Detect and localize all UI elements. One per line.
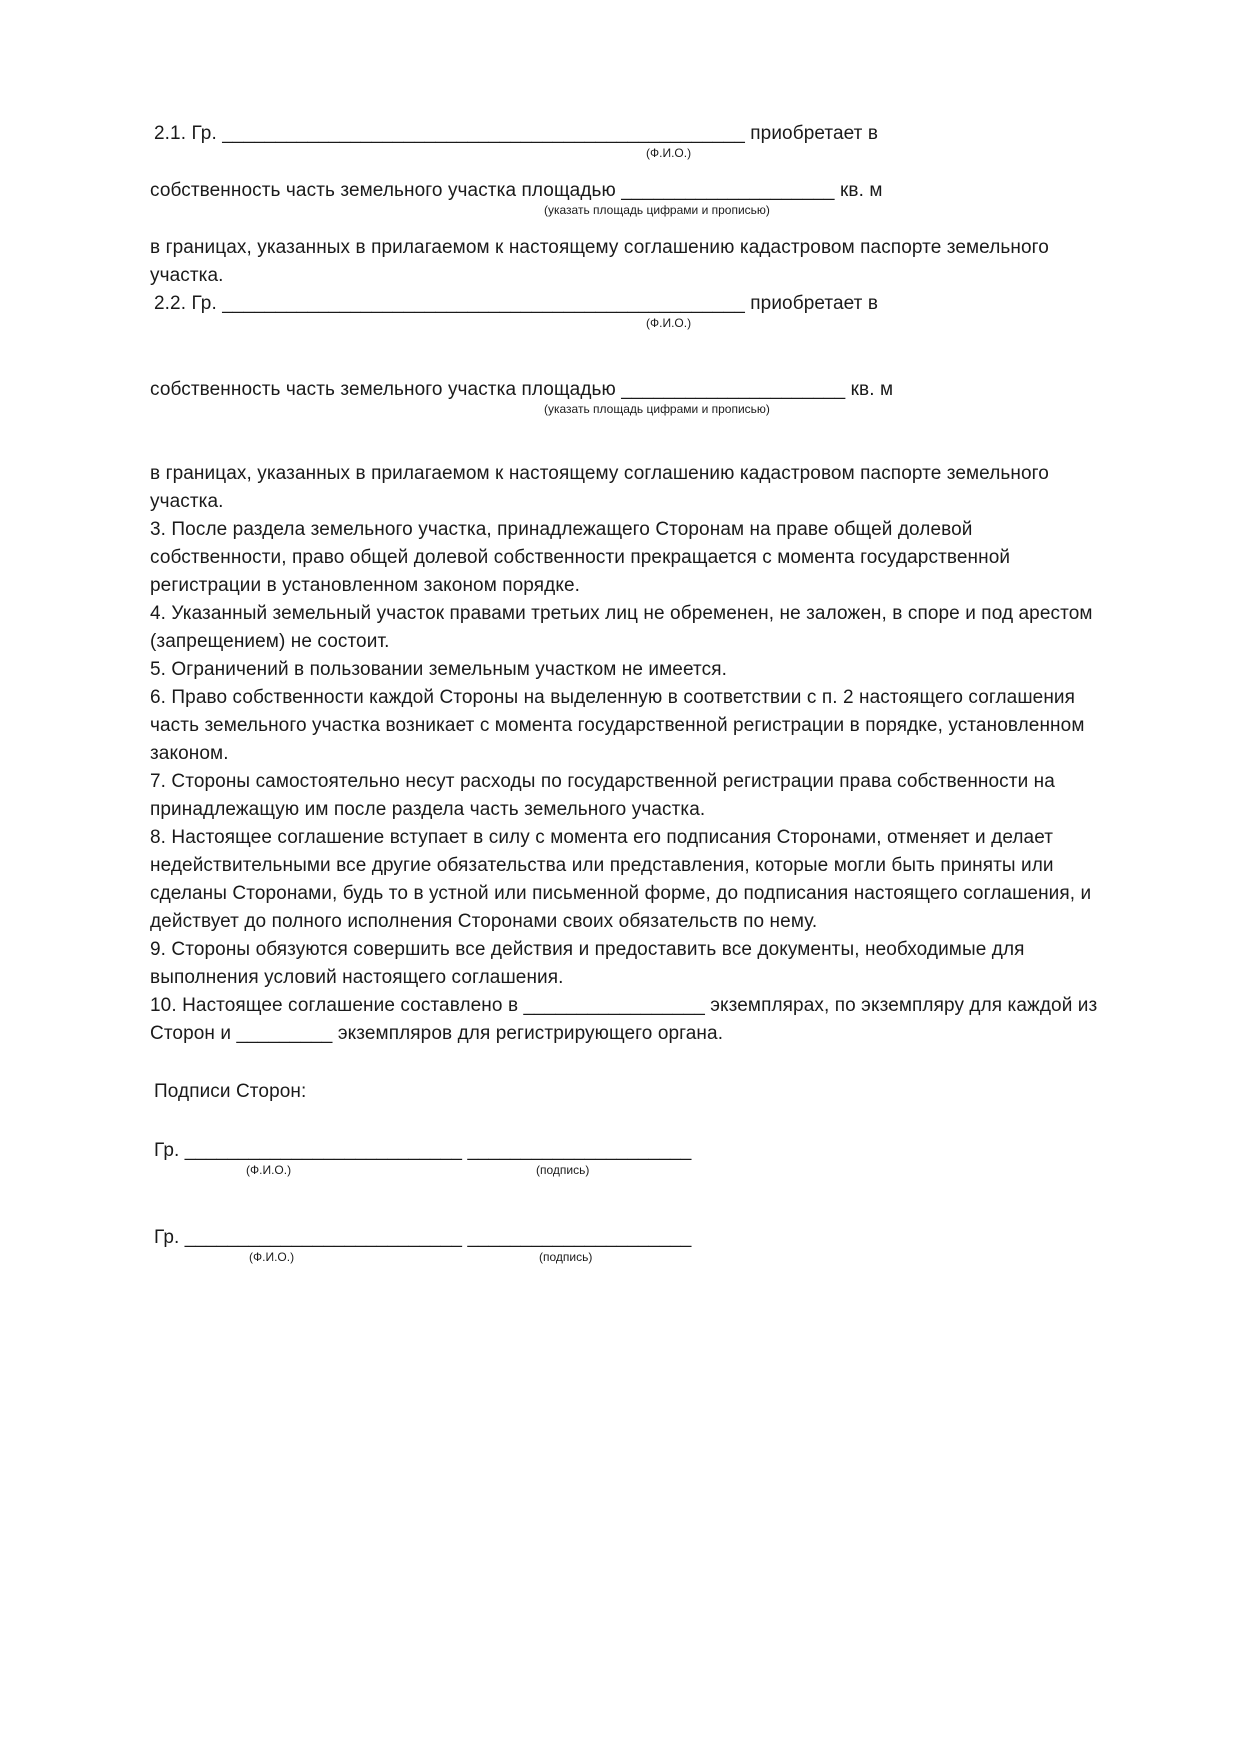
clause-8-line: действует до полного исполнения Сторонами своих обязательств по нему.	[150, 911, 818, 932]
clause-5-line: 5. Ограничений в пользовании земельным участком не имеется.	[150, 659, 727, 680]
clause-2-2-bounds-line-1: в границах, указанных в прилагаемом к настоящему соглашению кадастровом паспорте земельного	[150, 463, 1049, 484]
clause-2-2-area-line: собственность часть земельного участка площадью _____________________ кв. м	[150, 379, 894, 400]
clause-7-line: 7. Стороны самостоятельно несут расходы по государственной регистрации права собственности на	[150, 771, 1055, 792]
clause-6-line: часть земельного участка возникает с момента государственной регистрации в порядке, установленном	[150, 715, 1085, 736]
clause-2-1-bounds-line-1: в границах, указанных в прилагаемом к настоящему соглашению кадастровом паспорте земельного	[150, 237, 1049, 258]
clause-10-line: Сторон и _________ экземпляров для регистрирующего органа.	[150, 1023, 724, 1044]
party-2-signature-line: Гр. __________________________ _____________________	[154, 1227, 692, 1248]
party-2-name-caption: (Ф.И.О.)	[249, 1250, 295, 1264]
clause-2-1-area-caption: (указать площадь цифрами и прописью)	[544, 203, 770, 217]
clause-4-line: 4. Указанный земельный участок правами третьих лиц не обременен, не заложен, в споре и под арестом	[150, 603, 1093, 624]
clause-7-line: принадлежащую им после раздела часть земельного участка.	[150, 799, 706, 820]
clause-6-line: 6. Право собственности каждой Стороны на выделенную в соответствии с п. 2 настоящего соглашения	[150, 687, 1076, 708]
clause-4-line: (запрещением) не состоит.	[150, 631, 390, 652]
clause-8-line: 8. Настоящее соглашение вступает в силу с момента его подписания Сторонами, отменяет и делает	[150, 827, 1054, 848]
clause-8-line: сделаны Сторонами, будь то в устной или письменной форме, до подписания настоящего соглашения, и	[150, 883, 1092, 904]
signatures-heading: Подписи Сторон:	[154, 1081, 307, 1102]
clause-2-2-bounds-line-2: участка.	[150, 491, 224, 512]
clause-2-2-area-caption: (указать площадь цифрами и прописью)	[544, 402, 770, 416]
clause-9-line: выполнения условий настоящего соглашения.	[150, 967, 564, 988]
clause-9-line: 9. Стороны обязуются совершить все действия и предоставить все документы, необходимые для	[150, 939, 1025, 960]
party-1-name-caption: (Ф.И.О.)	[246, 1163, 292, 1177]
clause-3-line: 3. После раздела земельного участка, принадлежащего Сторонам на праве общей долевой	[150, 519, 973, 540]
clause-3-line: собственности, право общей долевой собственности прекращается с момента государственной	[150, 547, 1011, 568]
clause-6-line: законом.	[150, 743, 229, 764]
clause-2-1-area-line: собственность часть земельного участка площадью ____________________ кв. м	[150, 180, 883, 201]
clause-2-1-bounds-line-2: участка.	[150, 265, 224, 286]
party-1-signature-caption: (подпись)	[536, 1163, 590, 1177]
party-1-signature-line: Гр. __________________________ _____________________	[154, 1140, 692, 1161]
clause-3-line: регистрации в установленном законом порядке.	[150, 575, 581, 596]
clause-8-line: недействительными все другие обязательства или представления, которые могли быть приняты или	[150, 855, 1054, 876]
clause-10-line: 10. Настоящее соглашение составлено в _________________ экземплярах, по экземпляру для каждой из	[150, 995, 1098, 1016]
clause-2-1-line: 2.1. Гр. _________________________________________________ приобретает в	[154, 123, 879, 144]
clause-2-2-name-caption: (Ф.И.О.)	[646, 316, 692, 330]
clause-2-1-name-caption: (Ф.И.О.)	[646, 146, 692, 160]
party-2-signature-caption: (подпись)	[539, 1250, 593, 1264]
clause-2-2-line: 2.2. Гр. _________________________________________________ приобретает в	[154, 293, 879, 314]
